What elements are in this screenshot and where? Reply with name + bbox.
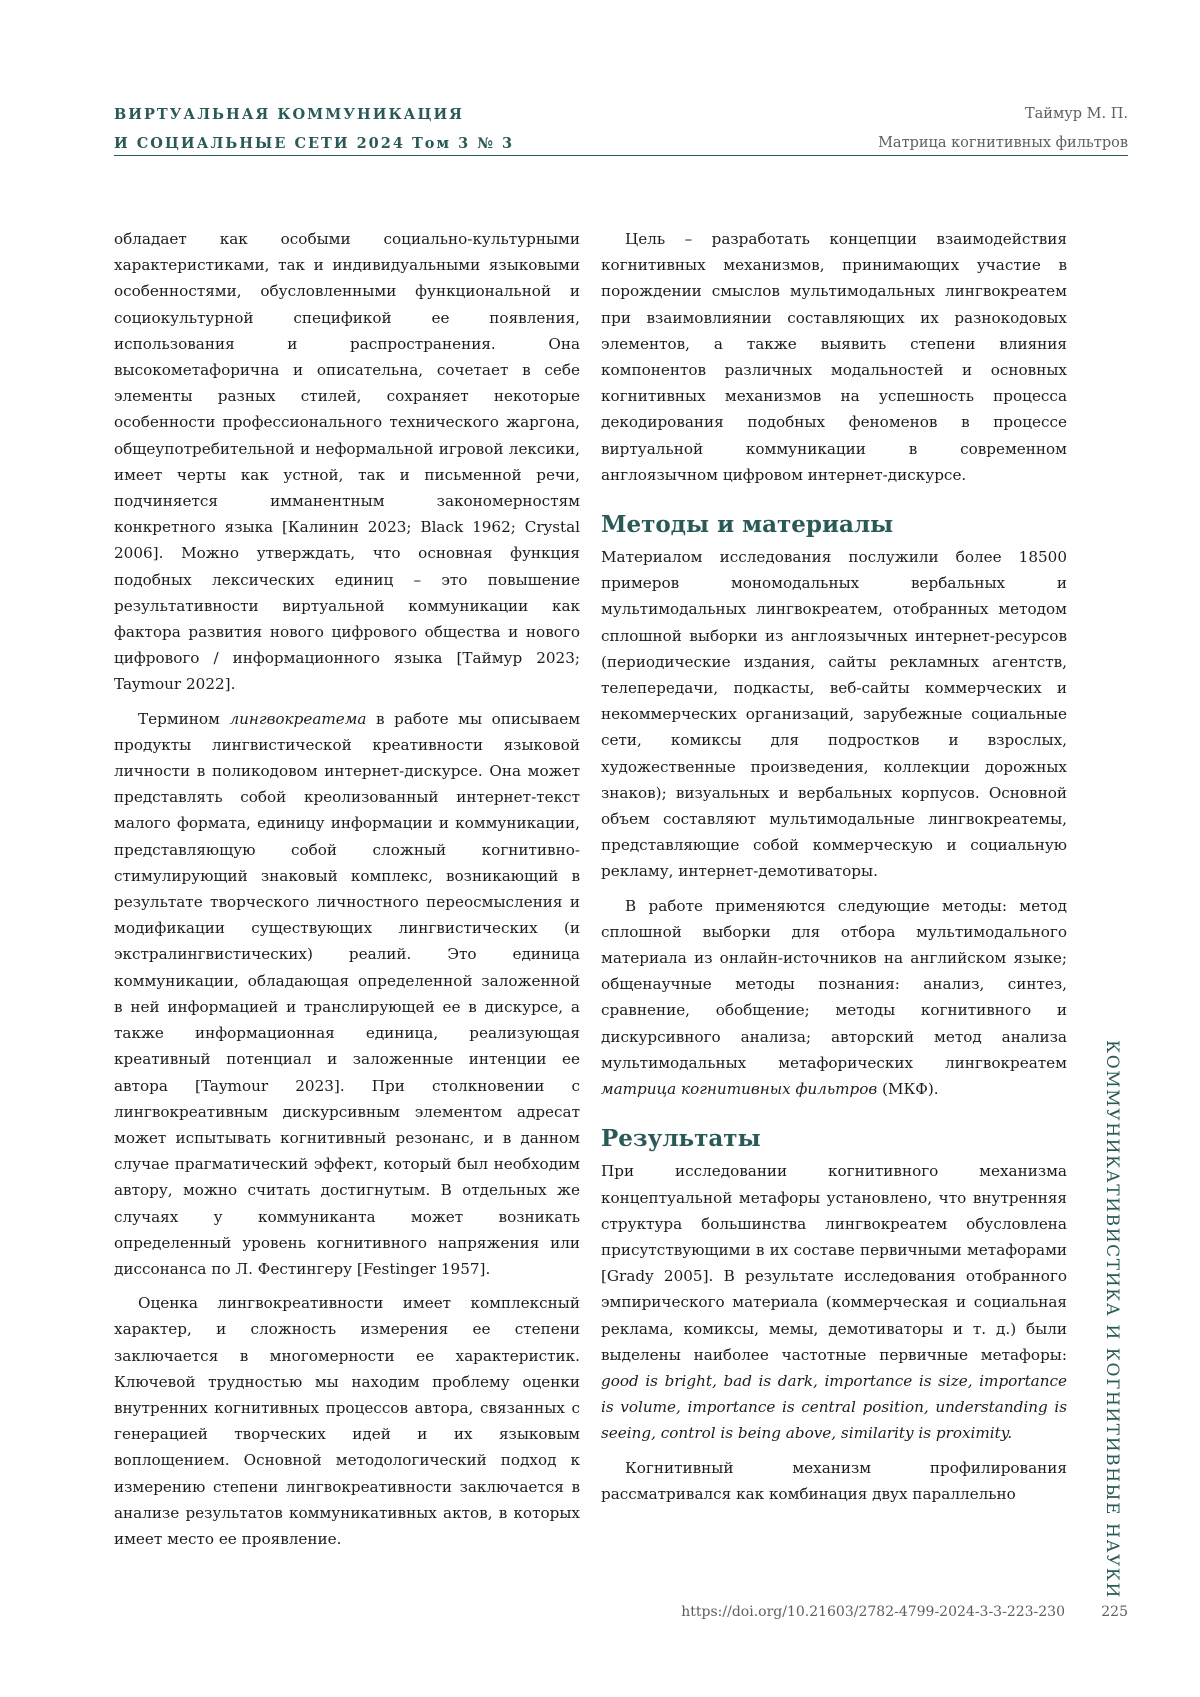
author-name: Таймур М. П. [1024, 106, 1128, 122]
section-heading-methods: Методы и материалы [601, 511, 894, 539]
right-column [601, 226, 1067, 1507]
section-side-label: КОММУНИКАТИВИСТИКА И КОГНИТИВНЫЕ НАУКИ [1102, 1040, 1122, 1599]
left-column [114, 226, 580, 1552]
paragraph-text: Термином [138, 709, 230, 728]
journal-title-line-1: ВИРТУАЛЬНАЯ КОММУНИКАЦИЯ [114, 106, 464, 123]
paragraph: обладает как особыми социально-культурными характеристиками, так и индивидуальными языковыми особенностями, обусловленными функциональной и социокультурной спецификой ее появления, использования и распространения. Она высокометафорична и описательна, сочетает в себе элементы разных стилей, сохраняет некоторые особенности профессионального технического жаргона, общеупотребительной и неформальной игровой лексики, имеет черты как устной, так и письменной речи, подчиняется имманентным закономерностям конкретного языка [Калинин 2023; Black 1962; Crystal 2006]. Можно утверждать, что основная функция подобных лексических единиц – это повышение результативности виртуальной коммуникации как фактора развития нового цифрового общества и нового цифрового / информационного языка [Таймур 2023; Taymour 2022]. [114, 230, 580, 694]
metaphor-list: good is bright, bad is dark, importance is size, importance is volume, importance is central position, understanding is seeing, control is being above, similarity is proximity. [601, 1371, 1067, 1443]
doi-link[interactable]: https://doi.org/10.21603/2782-4799-2024-3-3-223-230 [681, 1604, 1065, 1620]
header-divider [114, 155, 1128, 156]
paragraph: Оценка лингвокреативности имеет комплексный характер, и сложность измерения ее степени заключается в многомерности ее характеристик. Ключевой трудностью мы находим проблему оценки внутренних когнитивных процессов автора, связанных с генерацией творческих идей и их языковым воплощением. Основной методологический подход к измерению степени лингвокреативности заключается в анализе результатов коммуникативных актов, в которых имеет место ее проявление. [114, 1294, 580, 1548]
term-emphasis: лингвокреатема [229, 709, 367, 728]
paragraph: Когнитивный механизм профилирования рассматривался как комбинация двух параллельно [601, 1458, 1067, 1503]
paragraph-text: При исследовании когнитивного механизма концептуальной метафоры установлено, что внутренняя структура большинства лингвокреатем обусловлена присутствующими в их составе первичными метафорами [Grady 2005]. В результате исследования отобранного эмпирического материала (коммерческая и социальная реклама, комиксы, мемы, демотиваторы и т. д.) были выделены наиболее частотные первичные метафоры: [601, 1162, 1067, 1364]
paragraph [601, 893, 1067, 1103]
paragraph: Цель – разработать концепции взаимодействия когнитивных механизмов, принимающих участие в порождении смыслов мультимодальных лингвокреатем при взаимовлиянии составляющих их разнокодовых элементов, а также выявить степени влияния компонентов различных модальностей и основных когнитивных механизмов на успешность процесса декодирования подобных феноменов в процессе виртуальной коммуникации в современном англоязычном цифровом интернет-дискурсе. [601, 230, 1067, 484]
paragraph-text: (МКФ). [877, 1080, 939, 1099]
paragraph: Материалом исследования послужили более 18500 примеров мономодальных вербальных и мультимодальных лингвокреатем, отобранных методом сплошной выборки из англоязычных интернет-ресурсов (периодические издания, сайты рекламных агентств, телепередачи, подкасты, веб-сайты коммерческих и некоммерческих организаций, зарубежные социальные сети, комиксы для подростков и взрослых, художественные произведения, коллекции дорожных знаков); визуальных и вербальных корпусов. Основной объем составляют мультимодальные лингвокреатемы, представляющие собой коммерческую и социальную рекламу, интернет-демотиваторы. [601, 548, 1067, 881]
paragraph [601, 1158, 1067, 1446]
paragraph-text: В работе применяются следующие методы: метод сплошной выборки для отбора мультимодального материала из онлайн-источников на английском языке; общенаучные методы познания: анализ, синтез, сравнение, обобщение; методы когнитивного и дискурсивного анализа; авторский метод анализа мультимодальных метафорических лингвокреатем [601, 896, 1067, 1072]
section-heading-results: Результаты [601, 1125, 761, 1153]
paragraph-text: в работе мы описываем продукты лингвистической креативности языковой личности в поликодовом интернет-дискурсе. Она может представлять собой креолизованный интернет-текст малого формата, единицу информации и коммуникации, представляющую собой сложный когнитивно-стимулирующий знаковый комплекс, возникающий в результате творческого личностного переосмысления и модификации существующих лингвистических (и экстралингвистических) реалий. Это единица коммуникации, обладающая определенной заложенной в ней информацией и транслирующей ее в дискурсе, а также информационная единица, реализующая креативный потенциал и заложенные интенции ее автора [Taymour 2023]. При столкновении с лингвокреативным дискурсивным элементом адресат может испытывать когнитивный резонанс, и в данном случае прагматический эффект, который был необходим автору, можно считать достигнутым. В отдельных же случаях у коммуниканта может возникать определенный уровень когнитивного напряжения или диссонанса по Л. Фестингеру [Festinger 1957]. [114, 709, 581, 1278]
paragraph [114, 706, 580, 1282]
article-short-title: Матрица когнитивных фильтров [878, 135, 1128, 151]
running-header [708, 100, 1128, 158]
journal-title [114, 100, 634, 158]
page-number: 225 [1101, 1604, 1128, 1620]
term-emphasis: матрица когнитивных фильтров [601, 1080, 878, 1099]
journal-title-line-2: И СОЦИАЛЬНЫЕ СЕТИ 2024 Том 3 № 3 [114, 135, 515, 152]
